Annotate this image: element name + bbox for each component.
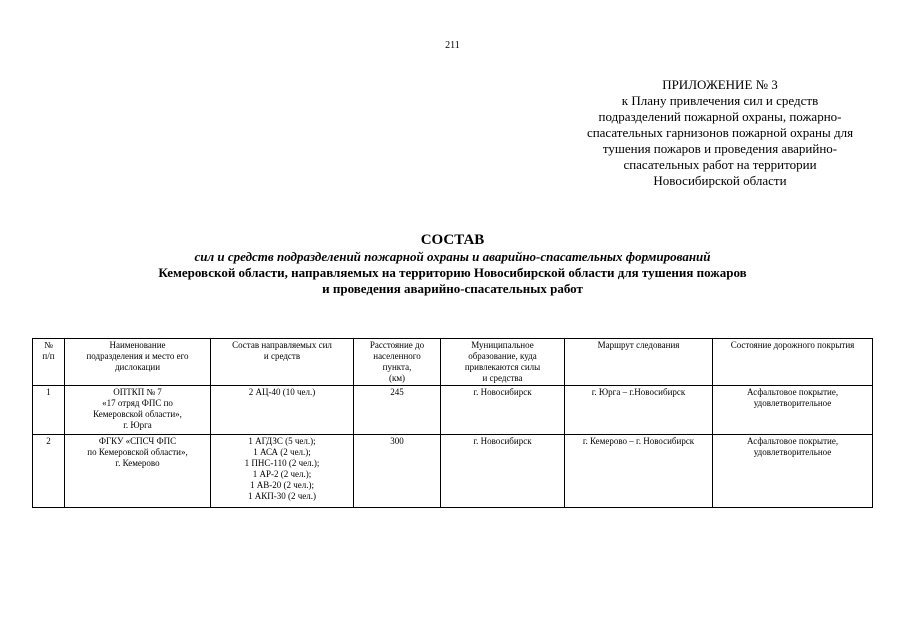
document-subtitle-line2: Кемеровской области, направляемых на территорию Новосибирской области для тушения пожаров [158,265,747,280]
appendix-block [555,77,885,189]
column-header-number: № п/п [33,339,65,386]
column-header-municipality: Муниципальное образование, куда привлекаются силы и средства [441,339,565,386]
cell-distance: 245 [354,386,441,435]
cell-route: г. Юрга – г.Новосибирск [565,386,713,435]
column-header-forces: Состав направляемых сил и средств [211,339,354,386]
document-heading [0,232,905,297]
cell-route: г. Кемерово – г. Новосибирск [565,435,713,508]
cell-forces: 1 АГДЗС (5 чел.); 1 АСА (2 чел.); 1 ПНС-110 (2 чел.); 1 АР-2 (2 чел.); 1 АВ-20 (2 чел.); 1 АКП-30 (2 чел.) [211,435,354,508]
cell-number: 2 [33,435,65,508]
cell-unit: ОПТКП № 7 «17 отряд ФПС по Кемеровской области», г. Юрга [65,386,211,435]
cell-forces: 2 АЦ-40 (10 чел.) [211,386,354,435]
column-header-route: Маршрут следования [565,339,713,386]
cell-road: Асфальтовое покрытие, удовлетворительное [713,435,873,508]
forces-table [32,338,873,508]
column-header-distance: Расстояние до населенного пункта, (км) [354,339,441,386]
document-subtitle-line3: и проведения аварийно-спасательных работ [322,281,583,296]
appendix-line: подразделений пожарной охраны, пожарно- [598,109,842,124]
table-row [33,386,873,435]
cell-municipality: г. Новосибирск [441,386,565,435]
cell-road: Асфальтовое покрытие, удовлетворительное [713,386,873,435]
document-title: СОСТАВ [420,232,485,248]
cell-number: 1 [33,386,65,435]
appendix-line: спасательных работ на территории [623,157,817,172]
appendix-line: к Плану привлечения сил и средств [621,93,819,108]
table-header-row [33,339,873,386]
document-subtitle: сил и средств подразделений пожарной охраны и аварийно-спасательных формирований [194,249,711,264]
column-header-road: Состояние дорожного покрытия [713,339,873,386]
appendix-line: тушения пожаров и проведения аварийно- [602,141,838,156]
appendix-title: ПРИЛОЖЕНИЕ № 3 [662,77,778,92]
cell-unit: ФГКУ «СПСЧ ФПС по Кемеровской области», г. Кемерово [65,435,211,508]
table-row [33,435,873,508]
appendix-line: Новосибирской области [653,173,787,188]
cell-distance: 300 [354,435,441,508]
column-header-unit: Наименование подразделения и место его дислокации [65,339,211,386]
appendix-line: спасательных гарнизонов пожарной охраны для [586,125,854,140]
cell-municipality: г. Новосибирск [441,435,565,508]
page-number: 211 [445,40,460,51]
